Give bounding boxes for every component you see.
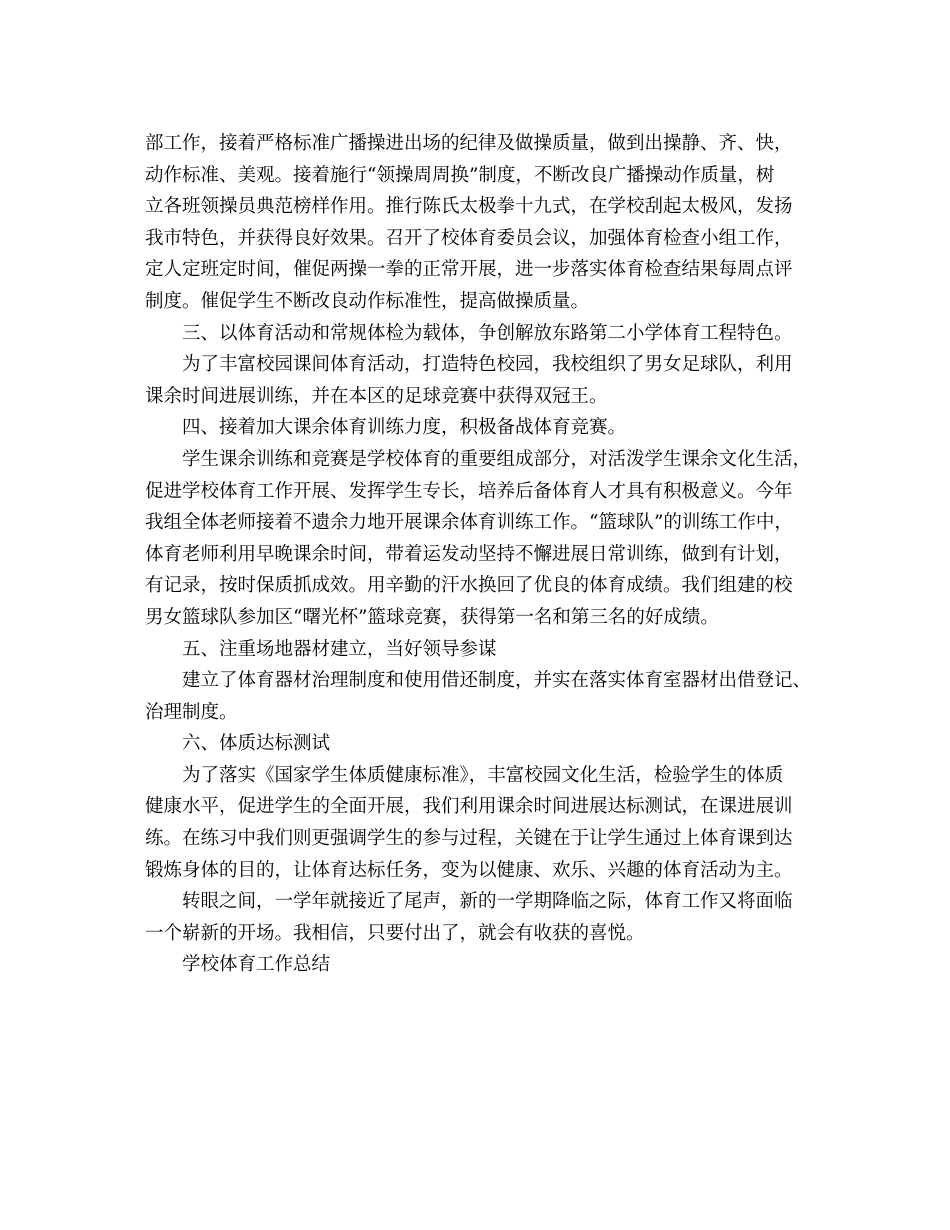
- section-heading-3: [145, 318, 810, 350]
- text-line: 学生课余训练和竞赛是学校体育的重要组成部分，对活泼学生课余文化生活，: [182, 448, 812, 470]
- text-line: 我组全体老师接着不遗余力地开展课余体育训练工作。“篮球队”的训练工作中，: [145, 512, 793, 534]
- section-heading-4: [145, 412, 810, 444]
- next-document-title: [145, 949, 810, 981]
- text-line: 立各班领操员典范榜样作用。推行陈氏太极拳十九式，在学校刮起太极风，发扬: [145, 196, 793, 218]
- text-line: 转眼之间，一学年就接近了尾声，新的一学期降临之际，体育工作又将面临: [182, 891, 793, 913]
- section-heading-5: [145, 634, 810, 666]
- text-line: 有记录，按时保质抓成效。用辛勤的汗水换回了优良的体育成绩。我们组建的校: [145, 575, 793, 597]
- heading-line: 六、体质达标测试: [182, 733, 331, 755]
- text-line: 体育老师利用早晚课余时间，带着运发动坚持不懈进展日常训练，做到有计划，: [145, 543, 793, 565]
- paragraph-section-6: [145, 760, 810, 886]
- text-line: 制度。催促学生不断改良动作标准性，提高做操质量。: [145, 290, 590, 312]
- paragraph-section-5: [145, 665, 810, 728]
- text-line: 为了丰富校园课间体育活动，打造特色校园，我校组织了男女足球队，利用: [182, 354, 793, 376]
- text-line: 部工作，接着严格标准广播操进出场的纪律及做操质量，做到出操静、齐、快，: [145, 133, 793, 154]
- paragraph-section-4: [145, 444, 810, 634]
- text-line: 促进学校体育工作开展、发挥学生专长，培养后备体育人才具有积极意义。今年: [145, 480, 793, 502]
- paragraph-conclusion: [145, 886, 810, 949]
- paragraph-section-3: [145, 349, 810, 412]
- document-body: [145, 128, 810, 981]
- heading-line: 三、以体育活动和常规体检为载体，争创解放东路第二小学体育工程特色。: [182, 322, 793, 344]
- text-line: 治理制度。: [145, 701, 238, 723]
- text-line: 健康水平，促进学生的全面开展，我们利用课余时间进展达标测试，在课进展训: [145, 796, 793, 818]
- text-line: 建立了体育器材治理制度和使用借还制度，并实在落实体育室器材出借登记、: [182, 670, 812, 692]
- section-heading-6: [145, 728, 810, 760]
- text-line: 锻炼身体的目的，让体育达标任务，变为以健康、欢乐、兴趣的体育活动为主。: [145, 859, 793, 881]
- paragraph-work-intro: [145, 128, 810, 318]
- title-line: 学校体育工作总结: [182, 954, 331, 976]
- text-line: 一个崭新的开场。我相信，只要付出了，就会有收获的喜悦。: [145, 922, 645, 944]
- text-line: 动作标准、美观。接着施行“领操周周换”制度，不断改良广播操动作质量，树: [145, 164, 775, 186]
- text-line: 为了落实《国家学生体质健康标准》，丰富校园文化生活，检验学生的体质: [182, 764, 784, 786]
- heading-line: 四、接着加大课余体育训练力度，积极备战体育竞赛。: [182, 417, 627, 439]
- text-line: 男女篮球队参加区“曙光杯”篮球竞赛，获得第一名和第三名的好成绩。: [145, 606, 719, 628]
- text-line: 练。在练习中我们则更强调学生的参与过程，关键在于让学生通过上体育课到达: [145, 828, 793, 850]
- heading-line: 五、注重场地器材建立，当好领导参谋: [182, 638, 497, 660]
- text-line: 我市特色，并获得良好效果。召开了校体育委员会议，加强体育检查小组工作，: [145, 227, 793, 249]
- text-line: 课余时间进展训练，并在本区的足球竞赛中获得双冠王。: [145, 385, 608, 407]
- text-line: 定人定班定时间，催促两操一拳的正常开展，进一步落实体育检查结果每周点评: [145, 259, 793, 281]
